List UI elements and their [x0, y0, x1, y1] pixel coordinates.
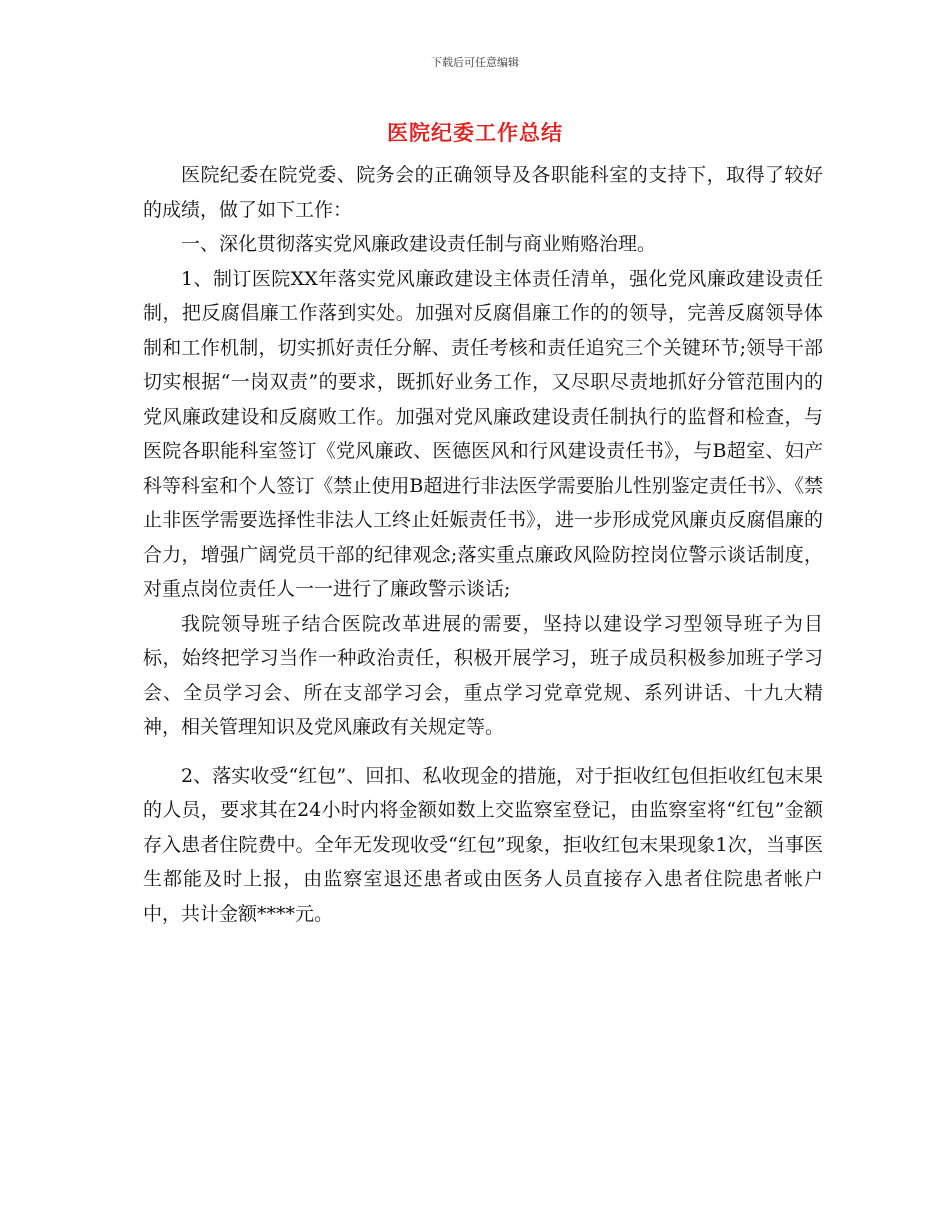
paragraph-item-1: 1、制订医院XX年落实党风廉政建设主体责任清单，强化党风廉政建设责任制，把反腐倡廉工作落到实处。加强对反腐倡廉工作的的领导，完善反腐领导体制和工作机制，切实抓好责任分解、责任考核和责任追究三个关键环节;领导干部切实根据“一岗双责”的要求，既抓好业务工作，又尽职尽责地抓好分管范围内的党风廉政建设和反腐败工作。加强对党风廉政建设责任制执行的监督和检查，与医院各职能科室签订《党风廉政、医德医风和行风建设责任书》，与B超室、妇产科等科室和个人签订《禁止使用B超进行非法医学需要胎儿性别鉴定责任书》、《禁止非医学需要选择性非法人工终止妊娠责任书》，进一步形成党风廉贞反腐倡廉的合力，增强广阔党员干部的纪律观念;落实重点廉政风险防控岗位警示谈话制度，对重点岗位责任人一一进行了廉政警示谈话;: [143, 267, 823, 600]
paragraph-intro: 医院纪委在院党委、院务会的正确领导及各职能科室的支持下，取得了较好的成绩，做了如下工作：: [143, 164, 823, 221]
page-header: 下载后可任意编辑: [431, 56, 519, 69]
document-body: [143, 158, 823, 931]
document-title: 医院纪委工作总结: [387, 120, 563, 145]
paragraph-section-1: 一、深化贯彻落实党风廉政建设责任制与商业贿赂治理。: [181, 233, 657, 255]
paragraph-leadership-study: 我院领导班子结合医院改革进展的需要，坚持以建设学习型领导班子为目标，始终把学习当作一种政治责任，积极开展学习，班子成员积极参加班子学习会、全员学习会、所在支部学习会，重点学习党章党规、系列讲话、十九大精神，相关管理知识及党风廉政有关规定等。: [143, 612, 823, 738]
paragraph-item-2: 2、落实收受“红包”、回扣、私收现金的措施，对于拒收红包但拒收红包末果的人员，要求其在24小时内将金额如数上交监察室登记，由监察室将“红包”金额存入患者住院费中。全年无发现收受“红包”现象，拒收红包末果现象1次，当事医生都能及时上报，由监察室退还患者或由医务人员直接存入患者住院患者帐户中，共计金额****元。: [143, 764, 823, 925]
